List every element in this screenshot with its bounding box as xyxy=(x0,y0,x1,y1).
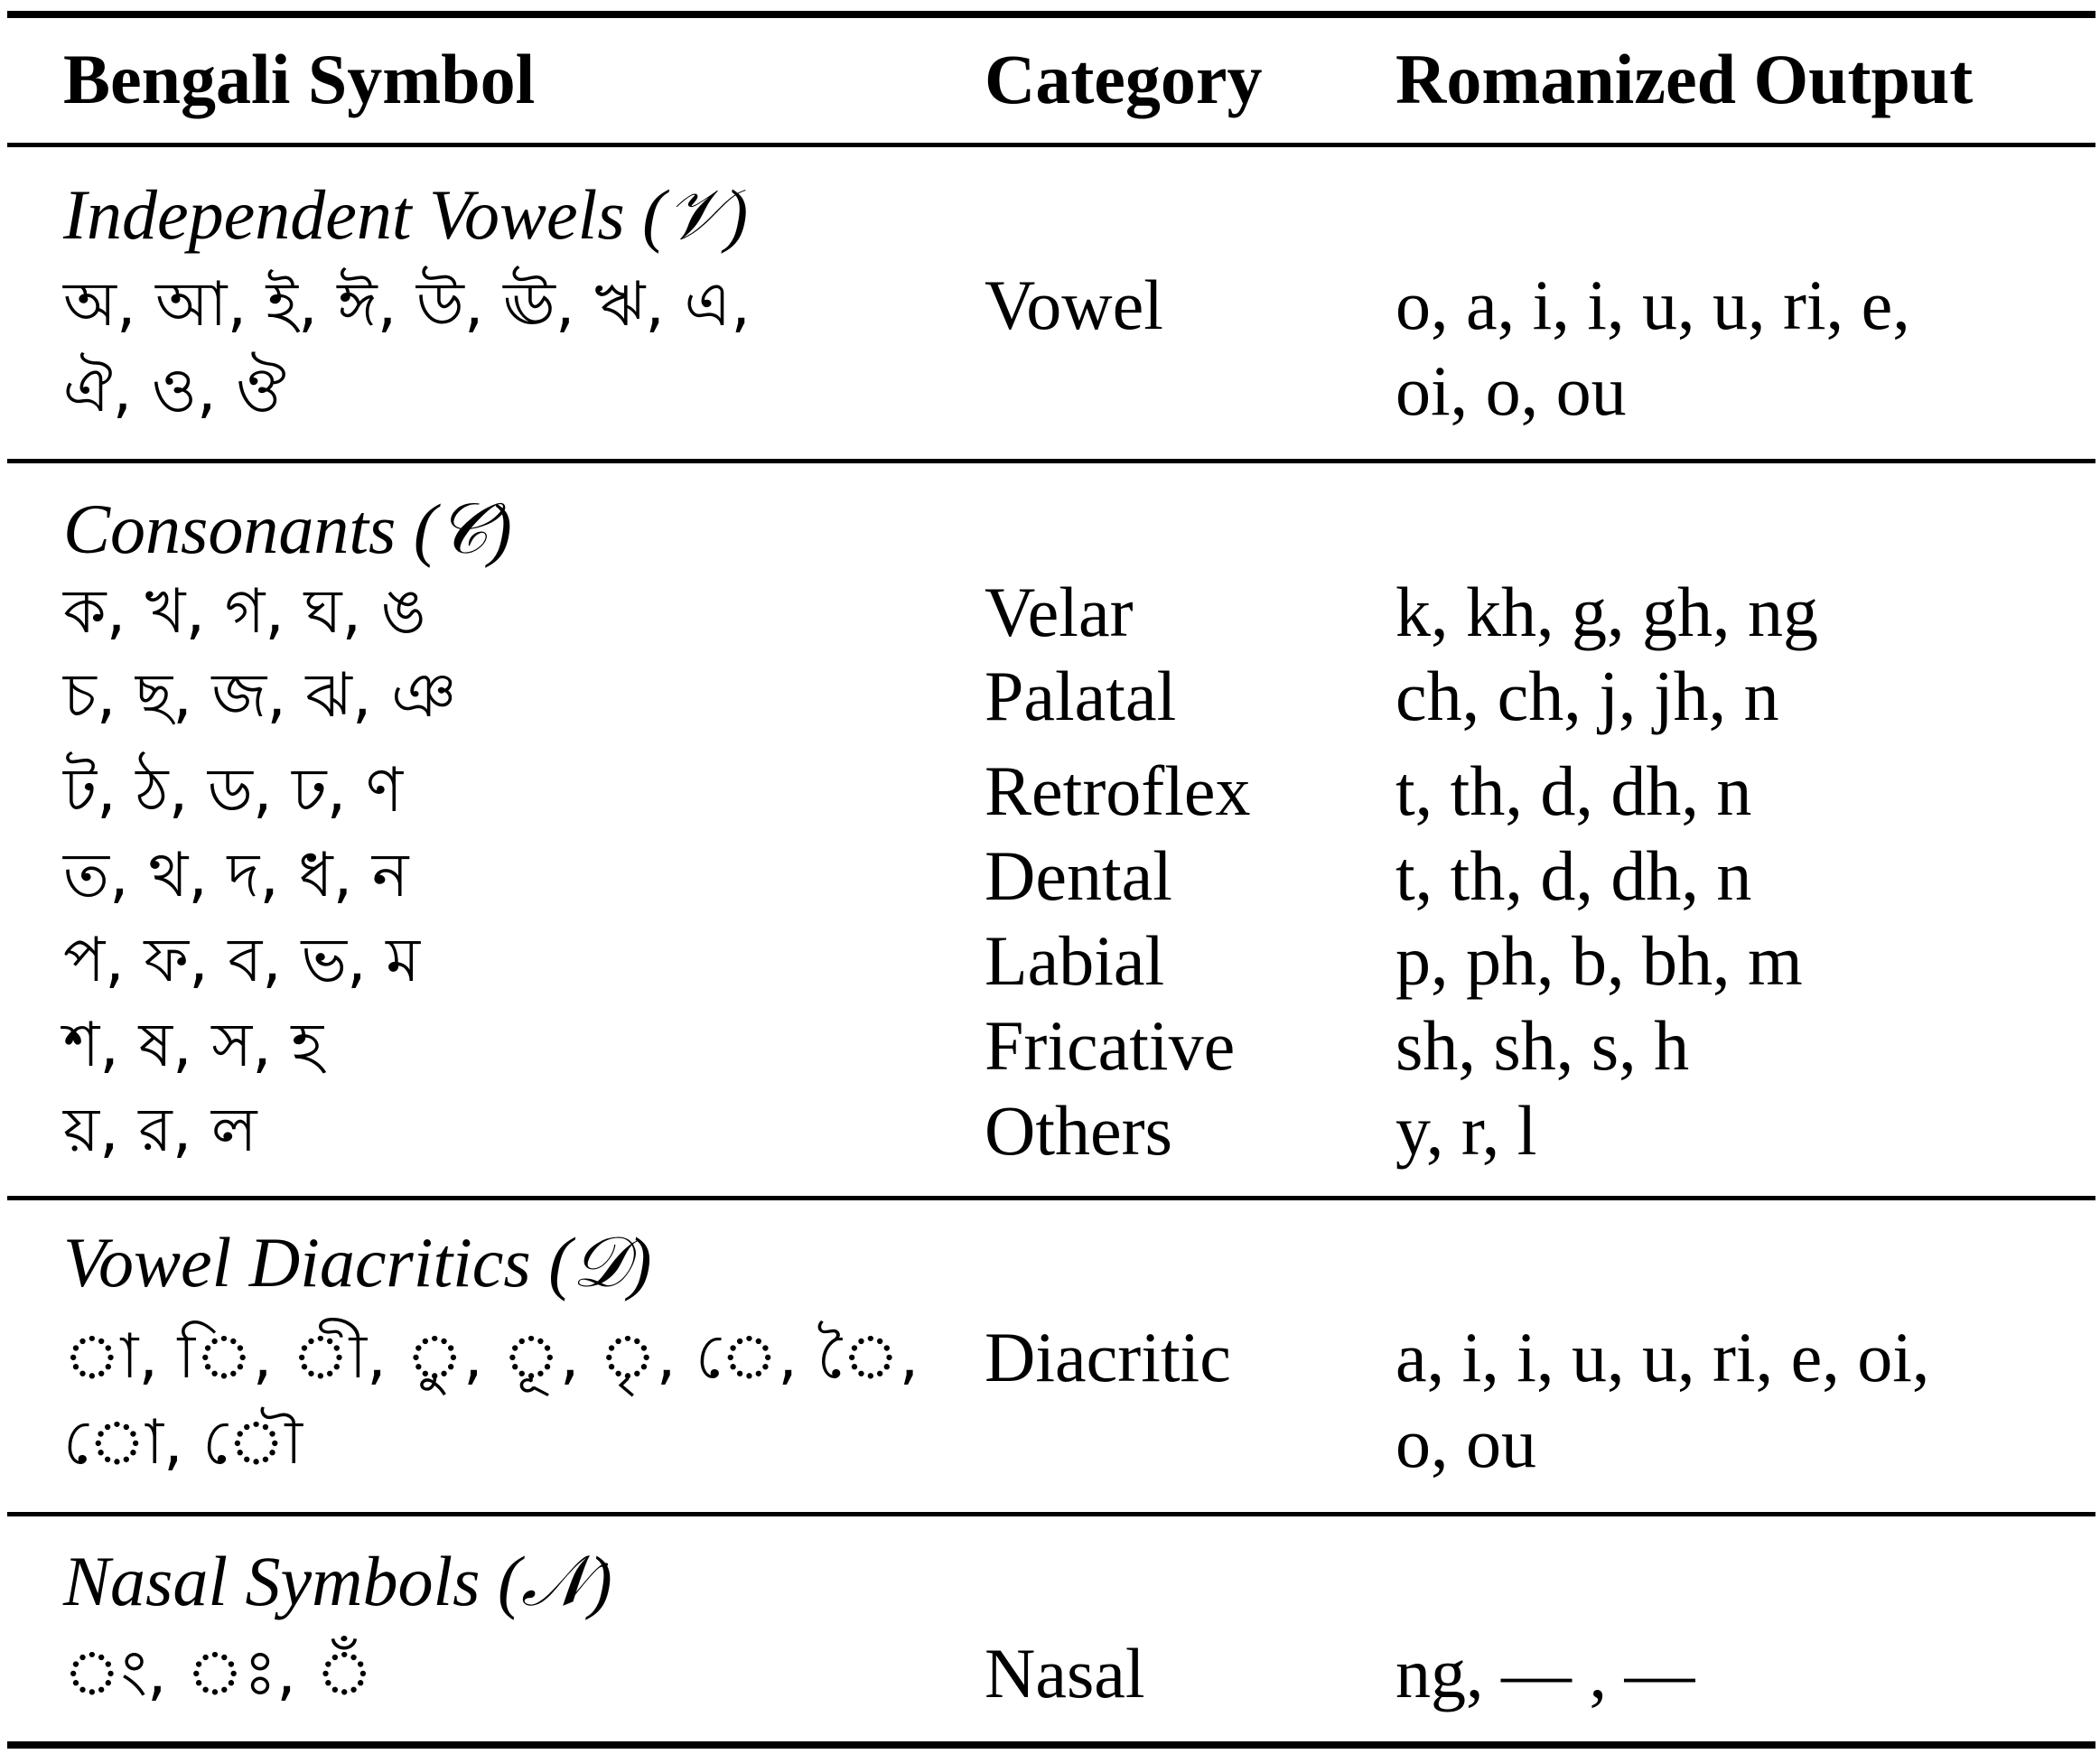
header-category: Category xyxy=(985,40,1263,118)
consonant-symbols-dental: ত, থ, দ, ধ, ন xyxy=(63,840,409,911)
output-dental: t, th, d, dh, n xyxy=(1395,836,1752,915)
section-title-independent-vowels: Independent Vowels (𝒱) xyxy=(63,175,749,254)
consonant-symbols-labial: প, ফ, ব, ভ, ম xyxy=(63,925,421,996)
diacritic-output-line-1: a, i, i, u, u, ri, e, oi, xyxy=(1395,1318,1930,1396)
vowel-output-line-1: o, a, i, i, u, u, ri, e, xyxy=(1395,266,1910,344)
section-title-consonants: Consonants (𝒞) xyxy=(63,490,512,568)
category-labial: Labial xyxy=(985,921,1165,1000)
vowel-symbols-line-2: ঐ, ও, ঔ xyxy=(63,355,286,426)
table-top-rule xyxy=(7,11,2095,18)
category-velar: Velar xyxy=(985,573,1134,651)
category-others: Others xyxy=(985,1091,1172,1170)
nasal-symbols: ◌ং, ◌ঃ, ◌ঁ xyxy=(63,1637,373,1709)
header-romanized-output: Romanized Output xyxy=(1395,40,1974,118)
output-fricative: sh, sh, s, h xyxy=(1395,1006,1690,1085)
diacritic-output-line-2: o, ou xyxy=(1395,1404,1536,1482)
output-nasal: ng, — , — xyxy=(1395,1634,1695,1712)
category-retroflex: Retroflex xyxy=(985,751,1251,830)
vowel-output-line-2: oi, o, ou xyxy=(1395,351,1627,430)
category-dental: Dental xyxy=(985,836,1172,915)
section-rule-3 xyxy=(7,1512,2095,1516)
section-rule-2 xyxy=(7,1196,2095,1200)
category-vowel: Vowel xyxy=(985,266,1163,344)
table-bottom-rule xyxy=(7,1741,2095,1749)
section-rule-1 xyxy=(7,459,2095,463)
consonant-symbols-others: য়, র, ল xyxy=(63,1095,257,1166)
category-diacritic: Diacritic xyxy=(985,1318,1231,1396)
header-rule xyxy=(7,143,2095,147)
consonant-symbols-palatal: চ, ছ, জ, ঝ, ঞ xyxy=(63,660,456,732)
output-palatal: ch, ch, j, jh, n xyxy=(1395,657,1779,735)
header-bengali-symbol: Bengali Symbol xyxy=(63,40,536,118)
vowel-symbols-line-1: অ, আ, ই, ঈ, উ, ঊ, ঋ, এ, xyxy=(63,269,751,341)
consonant-symbols-velar: ক, খ, গ, ঘ, ঙ xyxy=(63,576,426,648)
output-retroflex: t, th, d, dh, n xyxy=(1395,751,1752,830)
section-title-vowel-diacritics: Vowel Diacritics (𝒟) xyxy=(63,1223,652,1302)
category-nasal: Nasal xyxy=(985,1634,1145,1712)
diacritic-symbols-line-1: ◌া, ◌ি, ◌ী, ◌ু, ◌ূ, ◌ৃ, ◌ে, ◌ৈ, xyxy=(63,1321,919,1393)
consonant-symbols-fricative: শ, ষ, স, হ xyxy=(63,1010,324,1081)
output-others: y, r, l xyxy=(1395,1091,1537,1170)
output-velar: k, kh, g, gh, ng xyxy=(1395,573,1818,651)
category-palatal: Palatal xyxy=(985,657,1177,735)
category-fricative: Fricative xyxy=(985,1006,1236,1085)
section-title-nasal-symbols: Nasal Symbols (𝒩) xyxy=(63,1542,612,1620)
diacritic-symbols-line-2: ◌ো, ◌ৌ xyxy=(63,1407,303,1479)
output-labial: p, ph, b, bh, m xyxy=(1395,921,1803,1000)
consonant-symbols-retroflex: ট, ঠ, ড, ঢ, ণ xyxy=(63,755,403,826)
